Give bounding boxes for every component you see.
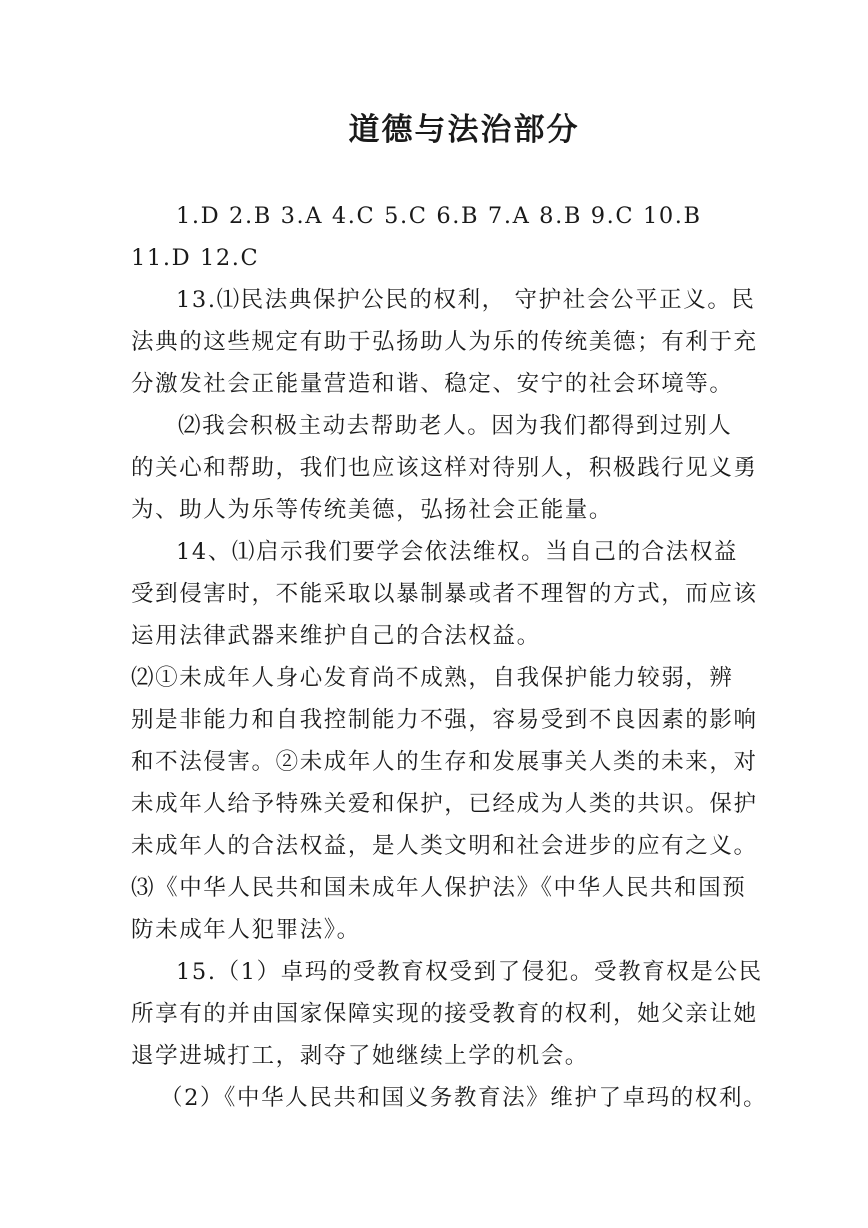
answer-line-mc-2: 11.D 12.C (131, 245, 260, 271)
answer-line-14-2b: 别是非能力和自我控制能力不强，容易受到不良因素的影响 (131, 707, 758, 733)
answer-line-13-1c: 分激发社会正能量营造和谐、稳定、安宁的社会环境等。 (131, 371, 734, 397)
answer-line-13-1b: 法典的这些规定有助于弘扬助人为乐的传统美德；有利于充 (131, 329, 758, 355)
answer-line-14-2d: 未成年人给予特殊关爱和保护，已经成为人类的共识。保护 (131, 791, 758, 817)
answer-line-14-3a: ⑶《中华人民共和国未成年人保护法》《中华人民共和国预 (131, 875, 747, 901)
answer-line-15-1a: 15.（1）卓玛的受教育权受到了侵犯。受教育权是公民 (176, 959, 763, 985)
answer-line-14-2e: 未成年人的合法权益，是人类文明和社会进步的应有之义。 (131, 833, 758, 859)
answer-line-14-1b: 受到侵害时，不能采取以暴制暴或者不理智的方式，而应该 (131, 581, 758, 607)
answer-line-13-2c: 为、助人为乐等传统美德，弘扬社会正能量。 (131, 497, 614, 523)
answer-line-14-1c: 运用法律武器来维护自己的合法权益。 (131, 623, 541, 649)
answer-line-14-3b: 防未成年人犯罪法》。 (131, 917, 361, 943)
answer-line-13-2a: ⑵我会积极主动去帮助老人。因为我们都得到过别人 (178, 413, 733, 439)
answer-line-13-2b: 的关心和帮助，我们也应该这样对待别人，积极践行见义勇 (131, 455, 758, 481)
answer-line-13-1a: 13.⑴民法典保护公民的权利， 守护社会公平正义。民 (176, 287, 756, 313)
answer-line-15-1b: 所享有的并由国家保障实现的接受教育的权利，她父亲让她 (131, 1001, 758, 1027)
answer-line-14-2a: ⑵①未成年人身心发育尚不成熟，自我保护能力较弱，辨 (131, 665, 734, 691)
answer-line-14-2c: 和不法侵害。②未成年人的生存和发展事关人类的未来，对 (131, 749, 758, 775)
answer-line-15-1c: 退学进城打工，剥夺了她继续上学的机会。 (131, 1043, 589, 1069)
answer-line-15-2: （2）《中华人民共和国义务教育法》维护了卓玛的权利。 (160, 1085, 768, 1111)
answer-line-14-1a: 14、⑴启示我们要学会依法维权。当自己的合法权益 (176, 539, 739, 565)
answer-line-mc-1: 1.D 2.B 3.A 4.C 5.C 6.B 7.A 8.B 9.C 10.B (176, 203, 702, 229)
page-title: 道德与法治部分 (348, 112, 580, 148)
